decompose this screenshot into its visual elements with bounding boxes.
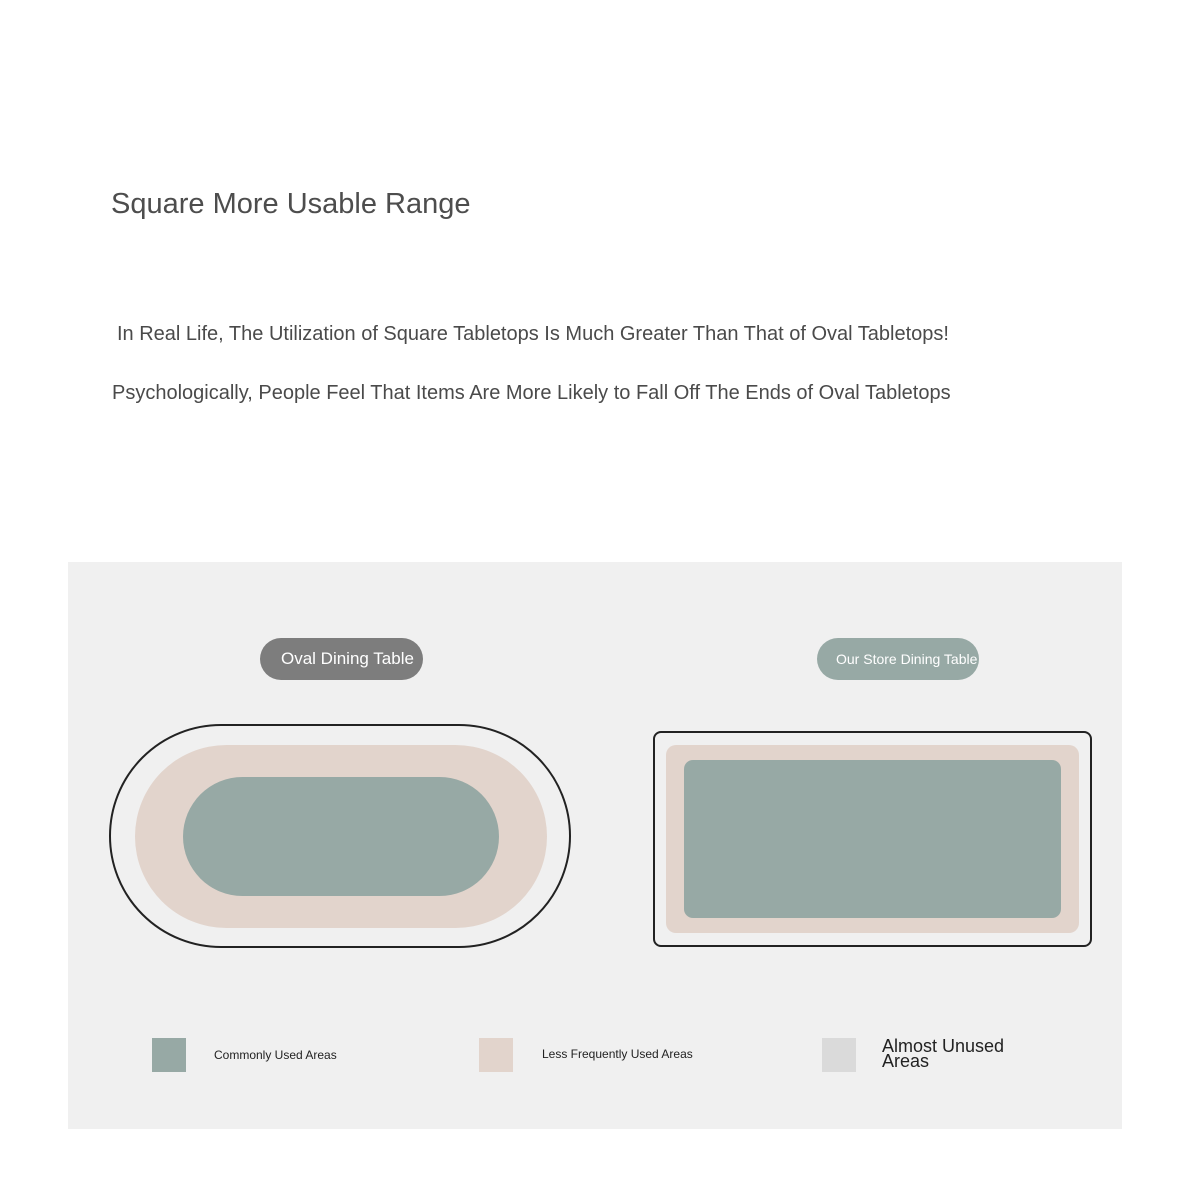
statement-psychology: Psychologically, People Feel That Items Are More Likely to Fall Off The Ends of Oval Tabletops bbox=[112, 382, 951, 404]
legend-label-common: Commonly Used Areas bbox=[214, 1048, 337, 1062]
oval-common-area bbox=[183, 777, 499, 896]
legend-label-unused: Almost Unused Areas bbox=[882, 1036, 1005, 1071]
store-table-label: Our Store Dining Table bbox=[817, 638, 979, 680]
comparison-panel bbox=[68, 562, 1122, 1129]
legend-swatch-unused bbox=[822, 1038, 856, 1072]
square-common-area bbox=[684, 760, 1061, 918]
statement-utilization: In Real Life, The Utilization of Square Tabletops Is Much Greater Than That of Oval Tabletops! bbox=[117, 323, 949, 345]
heading: Square More Usable Range bbox=[111, 188, 471, 220]
legend-swatch-common bbox=[152, 1038, 186, 1072]
legend-swatch-less-frequent bbox=[479, 1038, 513, 1072]
oval-table-label: Oval Dining Table bbox=[260, 638, 423, 680]
legend-label-less-frequent: Less Frequently Used Areas bbox=[542, 1047, 693, 1061]
